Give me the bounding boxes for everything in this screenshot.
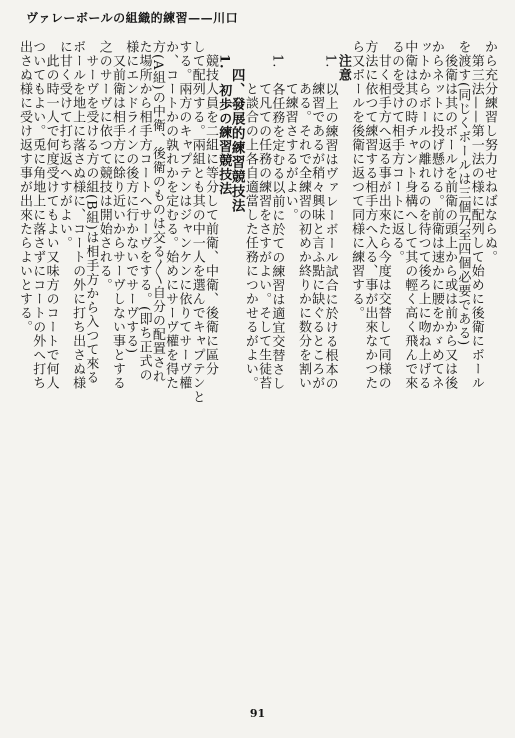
text-column: か、コートかの孰れかを定むる。始めにサーヴ權を得た (163, 40, 179, 390)
text-column: 練習であるが稍々興味と言ふ點に缺ぐるところが (309, 82, 325, 390)
text-column: た場所から相手方コートへサーヴをする。(即ち正式の (136, 40, 152, 383)
text-column: する。兩方のキャプテンはジャンケンに依りてサーヴ權 (176, 40, 192, 390)
text-column: 中衛は其の時チャント身構へして其の輕く高く飛んで來 (402, 40, 418, 390)
text-column: ついてもよい。兎に角地上に落さずにコートの外へ打ち (30, 40, 46, 390)
text-column: して配列する。兩組とも其の中一人を選んでキャプテンと (189, 40, 205, 404)
text-column: 様にエンドラインの後方に行かないでサーヴする) (123, 40, 139, 355)
text-column: 之のサーヴに依つて競技は開始される。 (96, 40, 112, 292)
text-body (0, 40, 515, 705)
text-column: 1. 以上の練習はヴァレーボール試合に於ける根本の (322, 54, 338, 391)
text-column: サーヴを受ける方の組(B組)は相手方から入つて來る (83, 54, 99, 385)
page-number: 91 (249, 707, 266, 720)
text-column: ットからボールの離れるのを待つて後ろ上に吻ね上げる (415, 40, 431, 390)
text-column: 第三法——第一法の様に配列して始めに後衛にボール (468, 54, 484, 390)
text-column: から充分練習し努力せねばならぬ。 (482, 40, 497, 264)
text-column: て凡ての任務の練習をさすがよい。そして生徒苔 (256, 82, 272, 390)
text-column: 後衛は其のボールを前衛の頭上から或は前から又は後 (442, 54, 458, 390)
text-column: て練習さするがよい。 (282, 82, 298, 222)
text-column: 1. 各任務を定むる以前に於ての練習は適宜交替さし (269, 54, 285, 391)
text-column: ボールを地上に落さぬ様に、コートの外に打ち出さぬ様 (70, 40, 86, 390)
text-column: と談合の上各自適當した任務につかせるがよい。 (242, 82, 258, 390)
text-column: 方(A組)の中衛、後衛のものは交る〳〵自分の配置され (149, 40, 165, 384)
text-column: ら又ボールを後衛に返つて同様に練習する。 (349, 40, 365, 320)
text-column: 此の時一人で何度受けてもよい又味方のコートで何人 (43, 54, 59, 390)
text-column: るのを受けて相手方コートに返る。 (389, 40, 404, 264)
text-column: 又前衛は相手方に餘り近いからサーヴしない事とする (110, 54, 125, 390)
text-column: に甘く受けて打ち返へすがよい。 (56, 40, 72, 250)
text-column: 競技人員を二組に等分して前衛、中衛、後衛に區分 (203, 54, 218, 376)
text-column: 方法に依つて練習する相手方へ入る、事が出來なかつた (362, 40, 378, 390)
text-column: 出さぬ様に受け返す事が出來たらよいとする。 (17, 40, 32, 334)
heading-column: 1. 初歩の練習競技法 (216, 54, 232, 196)
text-column: からネットに投げ懸ける。前衛は速かに腰をかゞめてネ (428, 40, 444, 390)
section-column: 四、發展的練習競技法 (228, 68, 245, 213)
text-column: ある。それで全練習の初めか終りかに数分を割い (296, 82, 311, 390)
text-column: 甘く相手方へ返る事が出來たら今度は交替して同様の (375, 54, 391, 390)
heading-column: 注意 (335, 54, 351, 82)
text-column: を渡す(同じくボールは三個乃至四個必要である) (455, 40, 471, 347)
running-title: ヴァレーボールの組織的練習——川口 (26, 11, 239, 25)
